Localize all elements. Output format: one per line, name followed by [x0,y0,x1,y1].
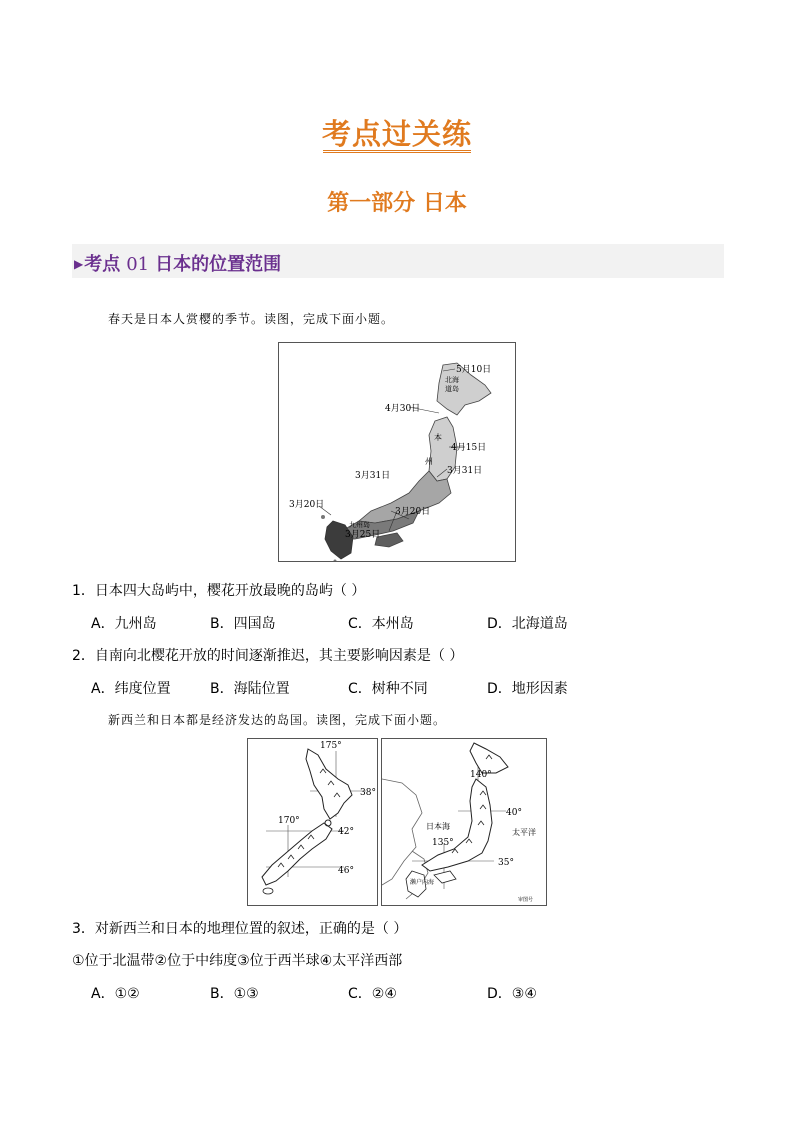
q3-option-c[interactable]: C．②④ [348,986,397,1002]
label-mar-31-a: 3月31日 [355,471,391,481]
label-mar-25: 3月25日 [345,530,381,540]
japan-sakura-map [278,342,516,562]
label-hon: 本 [434,433,442,442]
label-hokkaido-2: 道岛 [445,385,459,393]
q1-option-a[interactable]: A．九州岛 [91,616,157,632]
nz-lat-42: 42° [338,827,354,837]
label-zhou: 州 [425,457,433,466]
page-title: 考点过关练 [321,117,472,151]
jp-sea-of-japan: 日本海 [426,822,450,831]
section-heading [74,250,281,276]
q2-option-d[interactable]: D．地形因素 [487,681,568,697]
part-title: 第一部分 日本 [327,191,467,216]
q2-option-a[interactable]: A．纬度位置 [91,681,171,697]
label-may-10: 5月10日 [456,365,492,375]
q2-option-b[interactable]: B．海陆位置 [210,681,290,697]
nz-lat-46: 46° [338,866,354,876]
japan-region-map [381,738,547,906]
japan-sakura-map-figure [279,343,515,561]
label-kyushu: 九州岛 [349,521,370,529]
q1-option-d[interactable]: D．北海道岛 [487,616,568,632]
jp-lon-140: 140° [470,770,492,780]
label-mar-20-b: 3月20日 [395,507,431,517]
jp-lat-35: 35° [498,858,514,868]
jp-seto-inland-sea: 濑户内海 [410,879,435,886]
q3-option-d[interactable]: D．③④ [487,986,537,1002]
section-number: 01 [126,254,150,275]
jp-map-approval: 审图号 [518,897,534,903]
label-apr-15: 4月15日 [451,443,487,453]
jp-lat-40: 40° [506,808,522,818]
nz-lat-38: 38° [360,788,376,798]
label-hokkaido-1: 北海 [445,376,459,384]
jp-pacific-ocean: 太平洋 [512,828,536,837]
jp-lon-135: 135° [432,838,454,848]
label-mar-31-b: 3月31日 [447,466,483,476]
section-label: 考点 [84,254,121,275]
question-3-stem: 3．对新西兰和日本的地理位置的叙述，正确的是（ ） [72,921,408,937]
triangle-icon: ▶ [74,257,84,271]
q3-option-b[interactable]: B．①③ [210,986,259,1002]
question-1-stem: 1．日本四大岛屿中，樱花开放最晚的岛屿（ ） [72,583,366,599]
label-apr-30: 4月30日 [385,404,421,414]
question-2-stem: 2．自南向北樱花开放的时间逐渐推迟，其主要影响因素是（ ） [72,648,464,664]
q2-option-c[interactable]: C．树种不同 [348,681,428,697]
q1-option-b[interactable]: B．四国岛 [210,616,276,632]
new-zealand-map-figure [248,739,377,905]
label-mar-20-a: 3月20日 [289,500,325,510]
section-title: 日本的位置范围 [155,254,282,275]
nz-lon-175: 175° [320,741,342,751]
q1-option-c[interactable]: C．本州岛 [348,616,414,632]
passage-2-intro: 新西兰和日本都是经济发达的岛国。读图，完成下面小题。 [108,713,447,727]
title-underline [323,150,471,153]
new-zealand-map [247,738,378,906]
passage-1-intro: 春天是日本人赏樱的季节。读图，完成下面小题。 [108,312,395,326]
question-3-statements: ①位于北温带②位于中纬度③位于西半球④太平洋西部 [72,953,403,969]
nz-lon-170: 170° [278,816,300,826]
japan-region-map-figure [382,739,546,905]
q3-option-a[interactable]: A．①② [91,986,140,1002]
